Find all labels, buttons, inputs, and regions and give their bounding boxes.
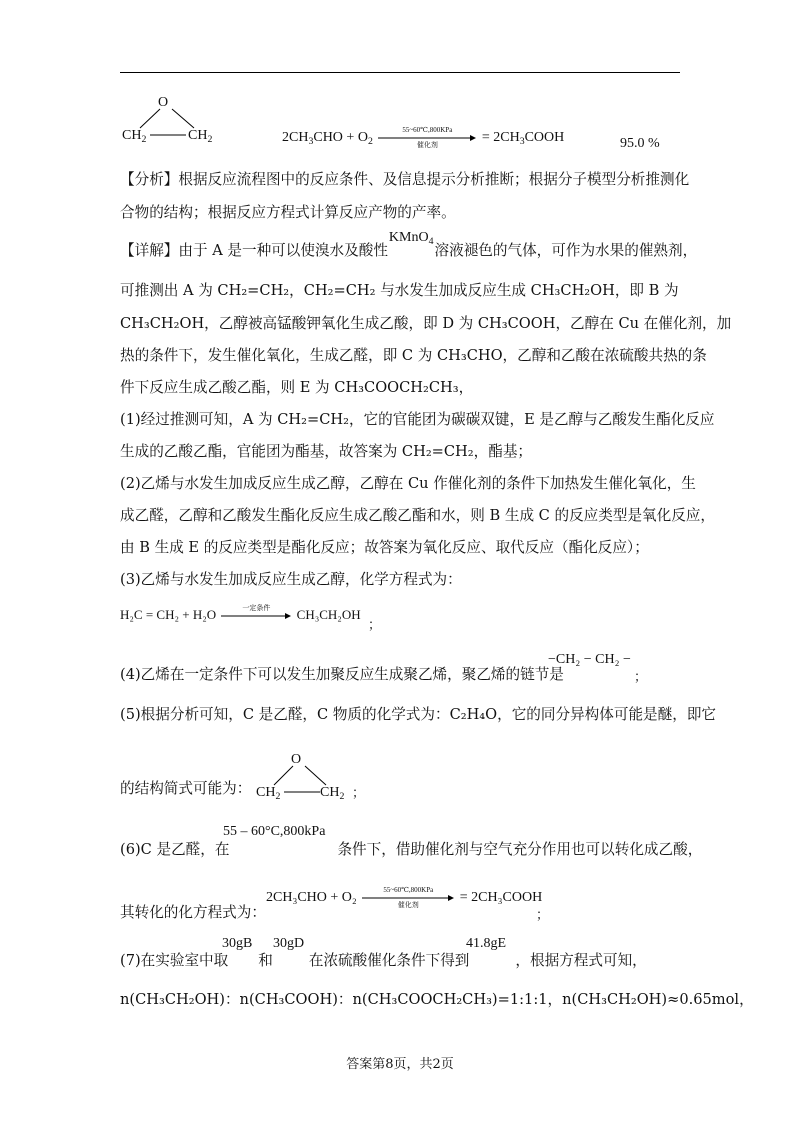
q3-equation-arrow: 一定条件 [221,604,291,628]
q7-mass-d: 30gD [273,936,305,951]
q5-epoxide-ch2-right: $CH_2$ [320,785,345,802]
detail-line-3: CH₃CH₂OH，乙醇被高锰酸钾氧化生成乙酸，即 D 为 CH₃COOH，乙醇在 Cu 在催化剂，加 [120,315,732,332]
q5-semicolon: ； [352,785,366,800]
q5-epoxide-ch2-left: $CH_2$ [256,785,281,802]
q2-line-2: 成乙醛，乙醇和乙酸发生酯化反应生成乙酸乙酯和水，则 B 生成 C 的反应类型是氧化反应， [120,507,716,524]
q4-line-1: (4)乙烯在一定条件下可以发生加聚反应生成聚乙烯，聚乙烯的链节是 [120,666,564,683]
q5-line-2: 的结构简式可能为： [120,780,252,797]
q7-line-1: (7)在实验室中取 和 在浓硫酸催化条件下得到 ，根据方程式可知， [120,952,647,969]
q5-epoxide-oxygen: O [291,752,302,767]
top-equation: $2CH_3CHO + O_2$ 55~60℃,800KPa 催化剂 = $2CH_3COOH$ [282,126,565,149]
q5-line-1: (5)根据分析可知，C 是乙醛，C 物质的化学式为：C₂H₄O，它的同分异构体可能是醚，即它 [120,706,717,723]
q6-equation-arrow: 55~60℃,800KPa 催化剂 [362,886,454,910]
q7-mass-b: 30gB [222,936,253,951]
q3-equation: H₂C = CH₂ + H₂O 一定条件 CH₃CH₂OH [120,604,361,628]
q6-condition: 55 – 60°C,800kPa [223,824,326,839]
detail-line-2: 可推测出 A 为 CH₂=CH₂，CH₂=CH₂ 与水发生加成反应生成 CH₃CH₂OH，即 B 为 [120,282,679,299]
epoxide-ch2-right: $CH_2$ [188,128,213,145]
top-equation-arrow: 55~60℃,800KPa 催化剂 [378,126,476,150]
q1-line-2: 生成的乙酸乙酯，官能团为酯基，故答案为 CH₂=CH₂，酯基； [120,443,533,460]
epoxide-bonds [122,95,222,155]
q3-line-1: (3)乙烯与水发生加成反应生成乙醇，化学方程式为： [120,571,462,588]
epoxide-oxygen: O [158,95,169,110]
kmno4-formula: KMnO$_4$ [388,230,434,247]
q7-mass-e: 41.8gE [466,936,507,951]
q6-line-1: (6)C 是乙醛，在 条件下，借助催化剂与空气充分作用也可以转化成乙酸， [120,841,703,858]
epoxide-structure-q5 [256,752,356,810]
q4-semicolon: ； [634,669,648,684]
detail-line-4: 热的条件下，发生催化氧化，生成乙醛，即 C 为 CH₃CHO，乙醇和乙酸在浓硫酸共热的条 [120,347,707,364]
q2-line-3: 由 B 生成 E 的反应类型是酯化反应；故答案为氧化反应、取代反应（酯化反应）； [120,539,649,556]
yield-value: 95.0 % [620,136,660,151]
q3-semicolon: ； [368,617,382,632]
analysis-line-1: 【分析】根据反应流程图中的反应条件、及信息提示分析推断；根据分子模型分析推测化 [120,171,690,188]
header-rule [120,72,680,73]
epoxide-structure-top [122,95,222,155]
detail-line-5: 件下反应生成乙酸乙酯，则 E 为 CH₃COOCH₂CH₃， [120,379,474,396]
q1-line-1: (1)经过推测可知，A 为 CH₂=CH₂，它的官能团为碳碳双键，E 是乙醇与乙酸发生酯化反应 [120,411,715,428]
q6-equation: 2CH₃CHO + O₂ 55~60℃,800KPa 催化剂 = 2CH₃COOH [266,886,543,909]
q7-line-2: n(CH₃CH₂OH)：n(CH₃COOH)：n(CH₃COOCH₂CH₃)=1:1:1，n(CH₃CH₂OH)≈0.65mol， [120,991,754,1008]
polyethylene-unit: −CH₂ − CH₂ − [548,652,631,667]
q2-line-1: (2)乙烯与水发生加成反应生成乙醇，乙醇在 Cu 作催化剂的条件下加热发生催化氧化，生 [120,475,696,492]
page-footer: 答案第8页，共2页 [346,1057,454,1072]
analysis-line-2: 合物的结构；根据反应方程式计算反应产物的产率。 [120,204,456,221]
q6-semicolon: ； [536,907,550,922]
q6-line-2: 其转化的化方程式为： [120,904,266,921]
epoxide-ch2-left: $CH_2$ [122,128,147,145]
detail-line-1: 【详解】由于 A 是一种可以使溴水及酸性KMnO$_4$溶液褪色的气体，可作为水果的催熟剂， [120,230,698,259]
